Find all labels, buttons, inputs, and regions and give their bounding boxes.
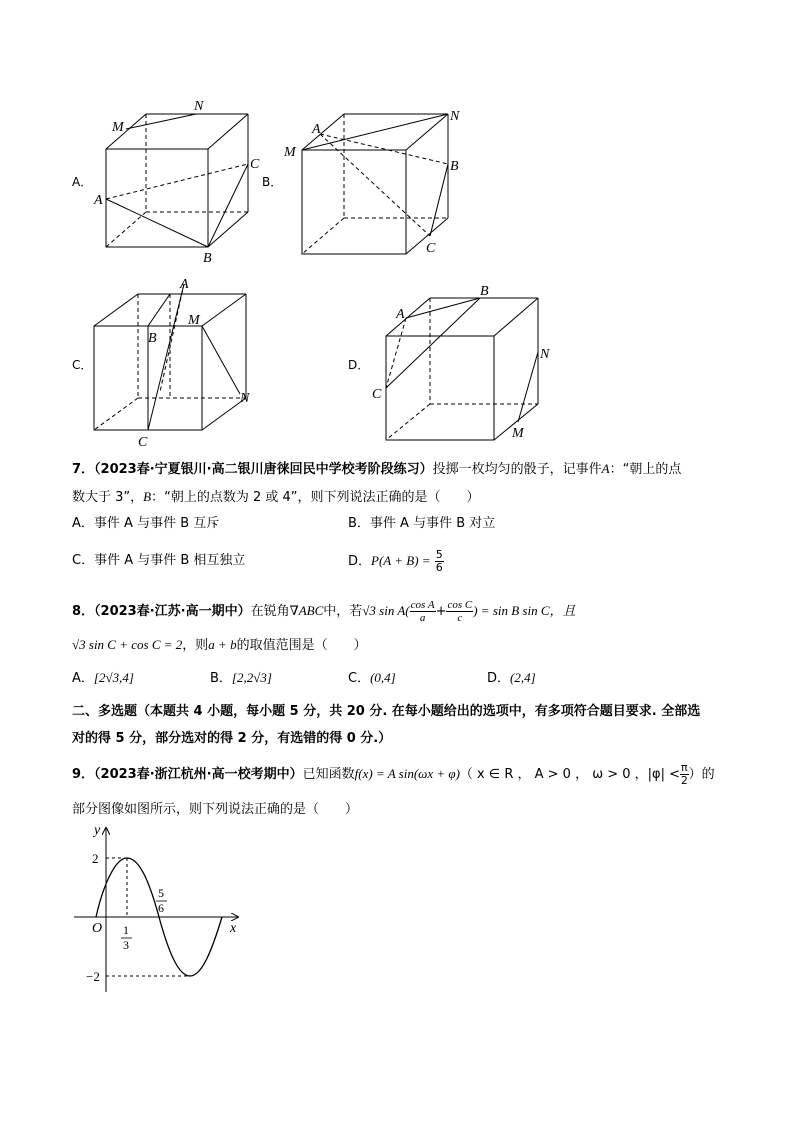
cube-figure-d xyxy=(366,280,566,445)
q7-option-c[interactable]: C．事件 A 与事件 B 相互独立 xyxy=(72,553,246,568)
tick-five-sixths-den: 6 xyxy=(158,901,164,915)
q7-option-d[interactable]: D．P(A + B) = $\frac{5}{6}$ xyxy=(348,548,443,574)
option-c-label: C． xyxy=(72,358,93,372)
question-7-line-1: 7．（2023春·宁夏银川·高二银川唐徕回民中学校考阶段练习）投掷一枚均匀的骰子，记事件A：“朝上的点 xyxy=(72,461,682,477)
point-label: C xyxy=(372,387,382,402)
y-max-label: 2 xyxy=(92,851,99,866)
question-8-line-2: √3 sin C + cos C = 2，则a + b的取值范围是（ ） xyxy=(72,637,367,653)
x-axis-label: x xyxy=(230,921,237,936)
option-b-label: B． xyxy=(262,175,283,189)
option-a-label: A． xyxy=(72,175,93,189)
question-source: （2023春·浙江杭州·高一校考期中） xyxy=(94,767,303,782)
point-label: C xyxy=(426,241,436,256)
question-8-line-1: 8．（2023春·江苏·高一期中）在锐角∇ABC中，若√3 sin A( $\frac{\text{cos A}}{a}$ + $\frac{\text{cos C}}{c}$ ) = sin B sin C，且 xyxy=(72,599,576,624)
point-label: A xyxy=(180,277,189,292)
point-label: M xyxy=(112,120,124,135)
question-9-line-1: 9．（2023春·浙江杭州·高一校考期中）已知函数f(x) = A sin(ωx + φ)（ x ∈ R ， A > 0 ， ω > 0 ，|φ| < $\frac{\pi}{2}$ ）的 xyxy=(72,761,715,787)
y-axis-label: y xyxy=(94,823,101,838)
sine-graph xyxy=(68,822,248,998)
point-label: A xyxy=(94,193,103,208)
point-label: M xyxy=(512,426,524,441)
question-number: 9． xyxy=(72,767,95,782)
point-label: A xyxy=(312,122,321,137)
q7-option-a[interactable]: A．事件 A 与事件 B 互斥 xyxy=(72,516,220,531)
q8-option-d[interactable]: D．(2,4] xyxy=(487,670,536,686)
cube-figure-b xyxy=(280,100,470,260)
cube-figure-a xyxy=(88,92,268,267)
point-label: N xyxy=(194,99,204,114)
question-source: （2023春·江苏·高一期中） xyxy=(94,604,251,619)
question-7-line-2: 数大于 3”，B：“朝上的点数为 2 或 4”，则下列说法正确的是（ ） xyxy=(72,489,480,505)
question-number: 8． xyxy=(72,604,95,619)
point-label: N xyxy=(450,109,460,124)
point-label: C xyxy=(138,435,148,450)
question-number: 7． xyxy=(72,462,95,477)
point-label: M xyxy=(188,313,200,328)
point-label: B xyxy=(480,284,489,299)
section-heading-line-1: 二、多选题（本题共 4 小题，每小题 5 分，共 20 分. 在每小题给出的选项中，有多项符合题目要求. 全部选 xyxy=(72,704,701,719)
point-label: A xyxy=(396,307,405,322)
point-label: M xyxy=(284,145,296,160)
point-label: C xyxy=(250,157,260,172)
point-label: B xyxy=(148,331,157,346)
y-min-label: −2 xyxy=(86,969,100,984)
point-label: N xyxy=(540,347,550,362)
option-d-label: D． xyxy=(348,358,370,372)
origin-label: O xyxy=(92,921,103,936)
tick-one-third-num: 1 xyxy=(123,923,129,937)
point-label: B xyxy=(450,159,459,174)
point-label: N xyxy=(240,391,250,406)
tick-five-sixths-num: 5 xyxy=(158,886,164,900)
q7-option-b[interactable]: B．事件 A 与事件 B 对立 xyxy=(348,516,496,531)
q8-option-a[interactable]: A．[2√3,4] xyxy=(72,670,134,686)
cube-figure-c xyxy=(86,274,266,450)
q8-option-c[interactable]: C．(0,4] xyxy=(348,670,396,686)
q8-option-b[interactable]: B．[2,2√3] xyxy=(210,670,272,686)
tick-one-third-den: 3 xyxy=(123,938,129,952)
section-heading-line-2: 对的得 5 分，部分选对的得 2 分，有选错的得 0 分.） xyxy=(72,731,392,746)
question-9-line-2: 部分图像如图所示，则下列说法正确的是（ ） xyxy=(72,802,359,817)
question-source: （2023春·宁夏银川·高二银川唐徕回民中学校考阶段练习） xyxy=(94,462,433,477)
point-label: B xyxy=(203,251,212,266)
